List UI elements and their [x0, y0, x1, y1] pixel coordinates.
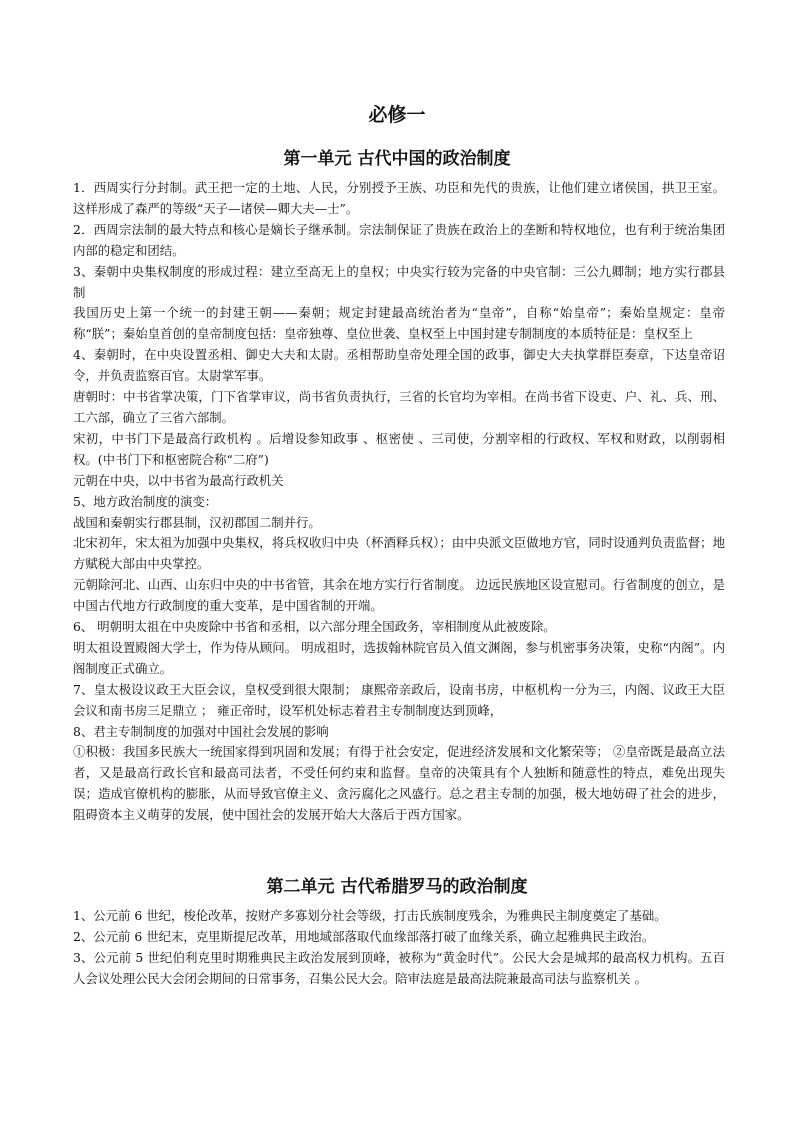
- unit-1-paragraph-12: 元朝除河北、山西、山东归中央的中书省管，其余在地方实行行省制度。 边远民族地区设宣慰司。行省制度的创立，是中国古代地方行政制度的重大变革，是中国省制的开端。: [73, 577, 725, 614]
- unit-1-paragraph-2: 2．西周宗法制的最大特点和核心是嫡长子继承制。宗法制保证了贵族在政治上的垄断和特权地位，也有利于统治集团内部的稳定和团结。: [73, 221, 725, 258]
- book-title: 必修一: [368, 104, 426, 126]
- unit-1-body: [73, 178, 725, 826]
- unit-1-paragraph-15: 7、皇太极设议政王大臣会议，皇权受到很大限制； 康熙帝亲政后，设南书房，中枢机构一分为三，内阁、议政王大臣会议和南书房三足鼎立 ； 雍正帝时，设军机处标志着君主专制制度达到顶峰，: [73, 681, 725, 718]
- unit-1-paragraph-8: 元朝在中央，以中书省为最高行政机关: [73, 472, 284, 488]
- unit-2-title: 第二单元 古代希腊罗马的政治制度: [266, 877, 528, 897]
- unit-2-paragraph-3: 3、公元前 5 世纪伯利克里时期雅典民主政治发展到顶峰，被称为“黄金时代”。公民大会是城邦的最高权力机构。五百人会议处理公民大会闭会期间的日常事务，召集公民大会。陪审法庭是最高法院兼最高司法与监察机关 。: [73, 949, 725, 986]
- unit-1-paragraph-11: 北宋初年，宋太祖为加强中央集权，将兵权收归中央（杯酒释兵权）；由中央派文臣做地方官，同时设通判负责监督；地方赋税大部由中央掌控。: [73, 535, 725, 572]
- unit-1-title: 第一单元 古代中国的政治制度: [283, 149, 511, 169]
- unit-1-paragraph-14: 明太祖设置殿阁大学士，作为侍从顾问。 明成祖时，选拔翰林院官员入值文渊阁，参与机密事务决策，史称“内阁”。内阁制度正式确立。: [73, 639, 725, 676]
- unit-1-paragraph-5: 4、秦朝时，在中央设置丞相、御史大夫和太尉。丞相帮助皇帝处理全国的政事，御史大夫执掌群臣奏章，下达皇帝诏令，并负责监察百官。太尉掌军事。: [73, 347, 725, 384]
- unit-1-paragraph-17: ①积极：我国多民族大一统国家得到巩固和发展；有得于社会安定，促进经济发展和文化繁荣等； ②皇帝既是最高立法者，又是最高行政长官和最高司法者，不受任何约束和监督。皇帝的决策具有个人独断和随意性的特点，难免出现失误；造成官僚机构的膨胀，从而导致官僚主义、贪污腐化之风盛行。总之君主专制的加强，极大地妨碍了社会的进步，阻碍资本主义萌芽的发展，使中国社会的发展开始大大落后于西方国家。: [73, 744, 725, 823]
- unit-1-paragraph-10: 战国和秦朝实行郡县制，汉初郡国二制并行。: [73, 514, 321, 530]
- unit-1-paragraph-16: 8、君主专制制度的加强对中国社会发展的影响: [73, 723, 329, 739]
- unit-1-paragraph-3: 3、秦朝中央集权制度的形成过程：建立至高无上的皇权；中央实行较为完备的中央官制：三公九卿制；地方实行郡县制: [73, 263, 725, 300]
- unit-1-paragraph-7: 宋初，中书门下是最高行政机构 。后增设参知政事 、枢密使 、三司使，分割宰相的行政权、军权和财政，以削弱相权。(中书门下和枢密院合称“二府”): [73, 430, 725, 467]
- unit-2-body: [73, 906, 725, 990]
- unit-1-paragraph-9: 5、地方政治制度的演变：: [73, 493, 218, 509]
- unit-1-paragraph-6: 唐朝时：中书省掌决策，门下省掌审议，尚书省负责执行，三省的长官均为宰相。在尚书省下设吏、户、礼、兵、刑、工六部，确立了三省六部制。: [73, 389, 725, 425]
- unit-2-paragraph-2: 2、公元前 6 世纪末，克里斯提尼改革，用地域部落取代血缘部落打破了血缘关系，确立起雅典民主政治。: [73, 928, 655, 944]
- unit-2-paragraph-1: 1、公元前 6 世纪，梭伦改革，按财产多寡划分社会等级，打击氏族制度残余，为雅典民主制度奠定了基础。: [73, 908, 667, 923]
- unit-1-paragraph-1: 1．西周实行分封制。武王把一定的土地、人民，分别授予王族、功臣和先代的贵族，让他们建立诸侯国，拱卫王室。这样形成了森严的等级“天子—诸侯—卿大夫—士”。: [73, 180, 725, 216]
- unit-1-paragraph-4: 我国历史上第一个统一的封建王朝——秦朝；规定封建最高统治者为“皇帝”，自称“始皇帝”；秦始皇规定：皇帝称“朕”；秦始皇首创的皇帝制度包括：皇帝独尊、皇位世袭、皇权至上中国封建专制制度的本质特征是：皇权至上: [73, 305, 725, 342]
- unit-1-paragraph-13: 6、 明朝明太祖在中央废除中书省和丞相，以六部分理全国政务，宰相制度从此被废除。: [73, 619, 556, 635]
